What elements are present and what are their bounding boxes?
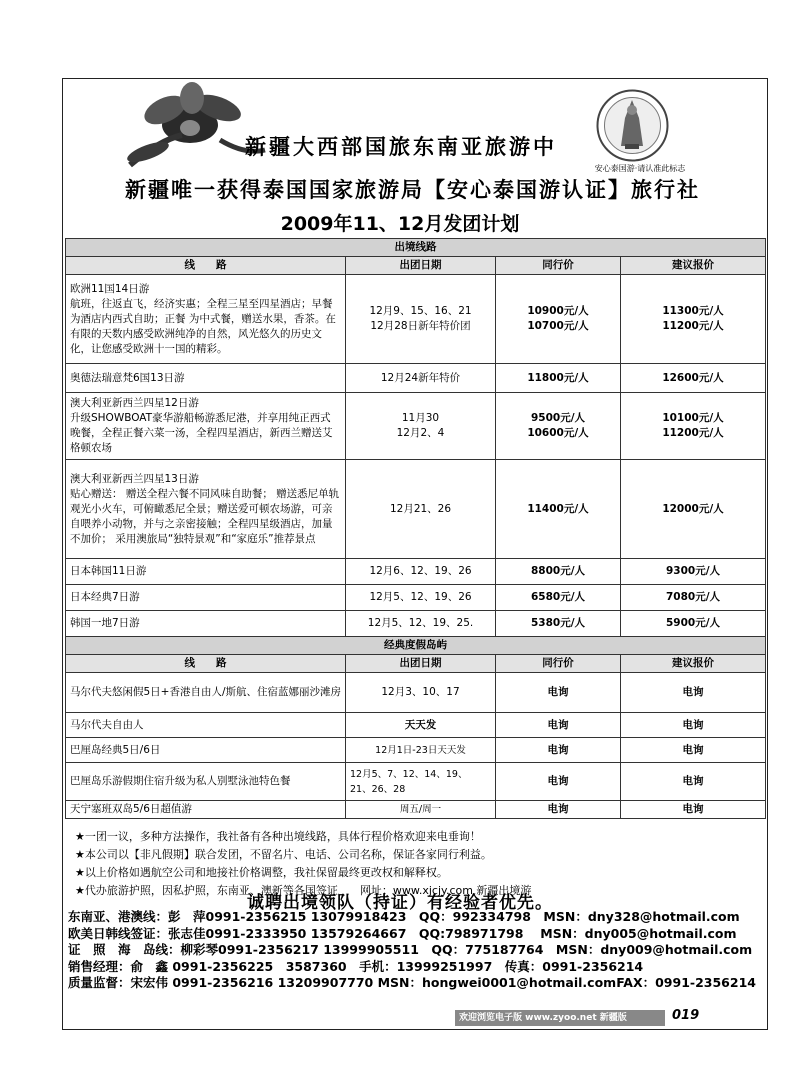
date-cell: 周五/周一 — [346, 801, 496, 819]
date-cell: 12月24新年特价 — [346, 364, 496, 393]
peer-price-cell: 11400元/人 — [496, 460, 621, 559]
route-cell: 欧洲11国14日游 航班，往返直飞，经济实惠；全程三星至四星酒店；早餐为酒店内西式自助；正餐 为中式餐，赠送水果，香茶。在有限的天数内感受欧洲纯净的自然，风光悠久的历史文化，让您感受欧洲十一国的精彩。 — [66, 275, 346, 364]
certification-title: 新疆唯一获得泰国国家旅游局【安心泰国游认证】旅行社 — [125, 177, 700, 202]
suggested-price-cell: 5900元/人 — [621, 611, 766, 637]
route-cell: 巴厘岛经典5日/6日 — [66, 738, 346, 763]
col-route-header: 线 路 — [66, 655, 346, 673]
route-cell: 马尔代夫悠闲假5日+香港自由人/斯航、住宿蓝娜丽沙滩房 — [66, 673, 346, 713]
peer-price-cell: 电询 — [496, 713, 621, 738]
agency-title: 新疆大西部国旅东南亚旅游中 — [245, 134, 557, 159]
route-cell: 马尔代夫自由人 — [66, 713, 346, 738]
note-item: ★本公司以【非凡假期】联合发团，不留名片、电话、公司名称，保证各家同行利益。 — [75, 848, 492, 861]
peer-price-cell: 电询 — [496, 673, 621, 713]
peer-price-cell: 电询 — [496, 763, 621, 801]
col-peer-price-header: 同行价 — [496, 257, 621, 275]
table-row — [66, 738, 766, 763]
suggested-price-cell: 7080元/人 — [621, 585, 766, 611]
contact-line: 欧美日韩线签证：张志佳0991-2333950 13579264667 QQ:798971798 MSN：dny005@hotmail.com — [68, 925, 737, 941]
table-row — [66, 393, 766, 460]
route-cell: 天宁塞班双岛5/6日超值游 — [66, 801, 346, 819]
route-cell: 日本经典7日游 — [66, 585, 346, 611]
suggested-price-cell: 电询 — [621, 801, 766, 819]
date-cell: 12月3、10、17 — [346, 673, 496, 713]
table-row — [66, 673, 766, 713]
col-date-header: 出团日期 — [346, 655, 496, 673]
suggested-price-cell: 电询 — [621, 673, 766, 713]
table-row — [66, 460, 766, 559]
date-cell: 12月5、12、19、26 — [346, 585, 496, 611]
date-cell: 11月30 12月2、4 — [346, 393, 496, 460]
suggested-price-cell: 电询 — [621, 738, 766, 763]
date-cell: 12月21、26 — [346, 460, 496, 559]
route-cell: 奥德法瑞意梵6国13日游 — [66, 364, 346, 393]
route-cell: 澳大利亚新西兰四星13日游 贴心赠送： 赠送全程六餐不同风味自助餐； 赠送悉尼单轨观光小火车，可俯瞰悉尼全景；赠送爱可顿农场游，可亲自喂养小动物，并与之亲密接触；全程四星级酒店，加量不加价； 采用澳旅局“独特景观”和“家庭乐”推荐景点 — [66, 460, 346, 559]
peer-price-cell: 6580元/人 — [496, 585, 621, 611]
table-row — [66, 763, 766, 801]
peer-price-cell: 电询 — [496, 801, 621, 819]
peer-price-cell: 电询 — [496, 738, 621, 763]
table-row — [66, 611, 766, 637]
tour-table — [65, 238, 766, 819]
col-suggested-price-header: 建议报价 — [621, 257, 766, 275]
recruitment-banner: 诚聘出境领队（持证）有经验者优先。 — [247, 893, 553, 913]
page-number: 019 — [672, 1008, 700, 1023]
section-title-row — [66, 239, 766, 257]
note-item: ★一团一议，多种方法操作，我社备有各种出境线路，具体行程价格欢迎来电垂询！ — [75, 830, 481, 843]
table-row — [66, 585, 766, 611]
route-cell: 巴厘岛乐游假期住宿升级为私人别墅泳池特色餐 — [66, 763, 346, 801]
plan-title: 2009年11、12月发团计划 — [280, 213, 520, 235]
peer-price-cell: 8800元/人 — [496, 559, 621, 585]
suggested-price-cell: 12600元/人 — [621, 364, 766, 393]
date-cell: 12月9、15、16、21 12月28日新年特价团 — [346, 275, 496, 364]
peer-price-cell: 9500元/人 10600元/人 — [496, 393, 621, 460]
suggested-price-cell: 11300元/人 11200元/人 — [621, 275, 766, 364]
col-route-header: 线 路 — [66, 257, 346, 275]
date-cell: 12月5、12、19、25. — [346, 611, 496, 637]
route-cell: 韩国一地7日游 — [66, 611, 346, 637]
contact-line: 质量监督：宋宏伟 0991-2356216 13209907770 MSN：hongwei0001@hotmail.comFAX：0991-2356214 — [68, 975, 756, 990]
route-cell: 澳大利亚新西兰四星12日游 升级SHOWBOAT豪华游船畅游悉尼港，并享用纯正西式晚餐，全程正餐六菜一汤，全程四星酒店，新西兰赠送艾格顿农场 — [66, 393, 346, 460]
date-cell: 12月1日-23日天天发 — [346, 738, 496, 763]
section-title-row — [66, 637, 766, 655]
date-cell: 12月6、12、19、26 — [346, 559, 496, 585]
suggested-price-cell: 电询 — [621, 713, 766, 738]
logo-caption: 安心泰国游·请认准此标志 — [594, 164, 686, 173]
contacts-list — [68, 909, 756, 992]
suggested-price-cell: 10100元/人 11200元/人 — [621, 393, 766, 460]
route-cell: 日本韩国11日游 — [66, 559, 346, 585]
section-title: 经典度假岛屿 — [66, 637, 766, 655]
table-row — [66, 364, 766, 393]
peer-price-cell: 10900元/人 10700元/人 — [496, 275, 621, 364]
certification-seal-logo — [595, 88, 670, 163]
table-row — [66, 275, 766, 364]
suggested-price-cell: 电询 — [621, 763, 766, 801]
suggested-price-cell: 12000元/人 — [621, 460, 766, 559]
contact-line: 证 照 海 岛线：柳彩琴0991-2356217 13999905511 QQ：775187764 MSN：dny009@hotmail.com — [68, 942, 753, 957]
col-peer-price-header: 同行价 — [496, 655, 621, 673]
footer-banner: 欢迎浏览电子版 www.zyoo.net 新疆版 — [459, 1013, 627, 1023]
table-row — [66, 559, 766, 585]
date-cell: 天天发 — [346, 713, 496, 738]
col-suggested-price-header: 建议报价 — [621, 655, 766, 673]
column-header-row — [66, 257, 766, 275]
note-item: ★代办旅游护照，因私护照，东南亚、澳新等各国签证 网址：www.xjcjy.com 新疆出境游 — [75, 884, 532, 897]
table-row — [66, 713, 766, 738]
contact-line: 销售经理：俞 鑫 0991-2356225 3587360 手机：13999251997 传真：0991-2356214 — [68, 958, 644, 974]
column-header-row — [66, 655, 766, 673]
table-row — [66, 801, 766, 819]
date-cell: 12月5、7、12、14、19、 21、26、28 — [346, 763, 496, 801]
note-item: ★以上价格如遇航空公司和地接社价格调整，我社保留最终更改权和解释权。 — [75, 866, 448, 879]
suggested-price-cell: 9300元/人 — [621, 559, 766, 585]
peer-price-cell: 11800元/人 — [496, 364, 621, 393]
section-title: 出境线路 — [66, 239, 766, 257]
contact-line: 东南亚、港澳线：彭 萍0991-2356215 13079918423 QQ：992334798 MSN：dny328@hotmail.com — [68, 909, 740, 924]
col-date-header: 出团日期 — [346, 257, 496, 275]
peer-price-cell: 5380元/人 — [496, 611, 621, 637]
